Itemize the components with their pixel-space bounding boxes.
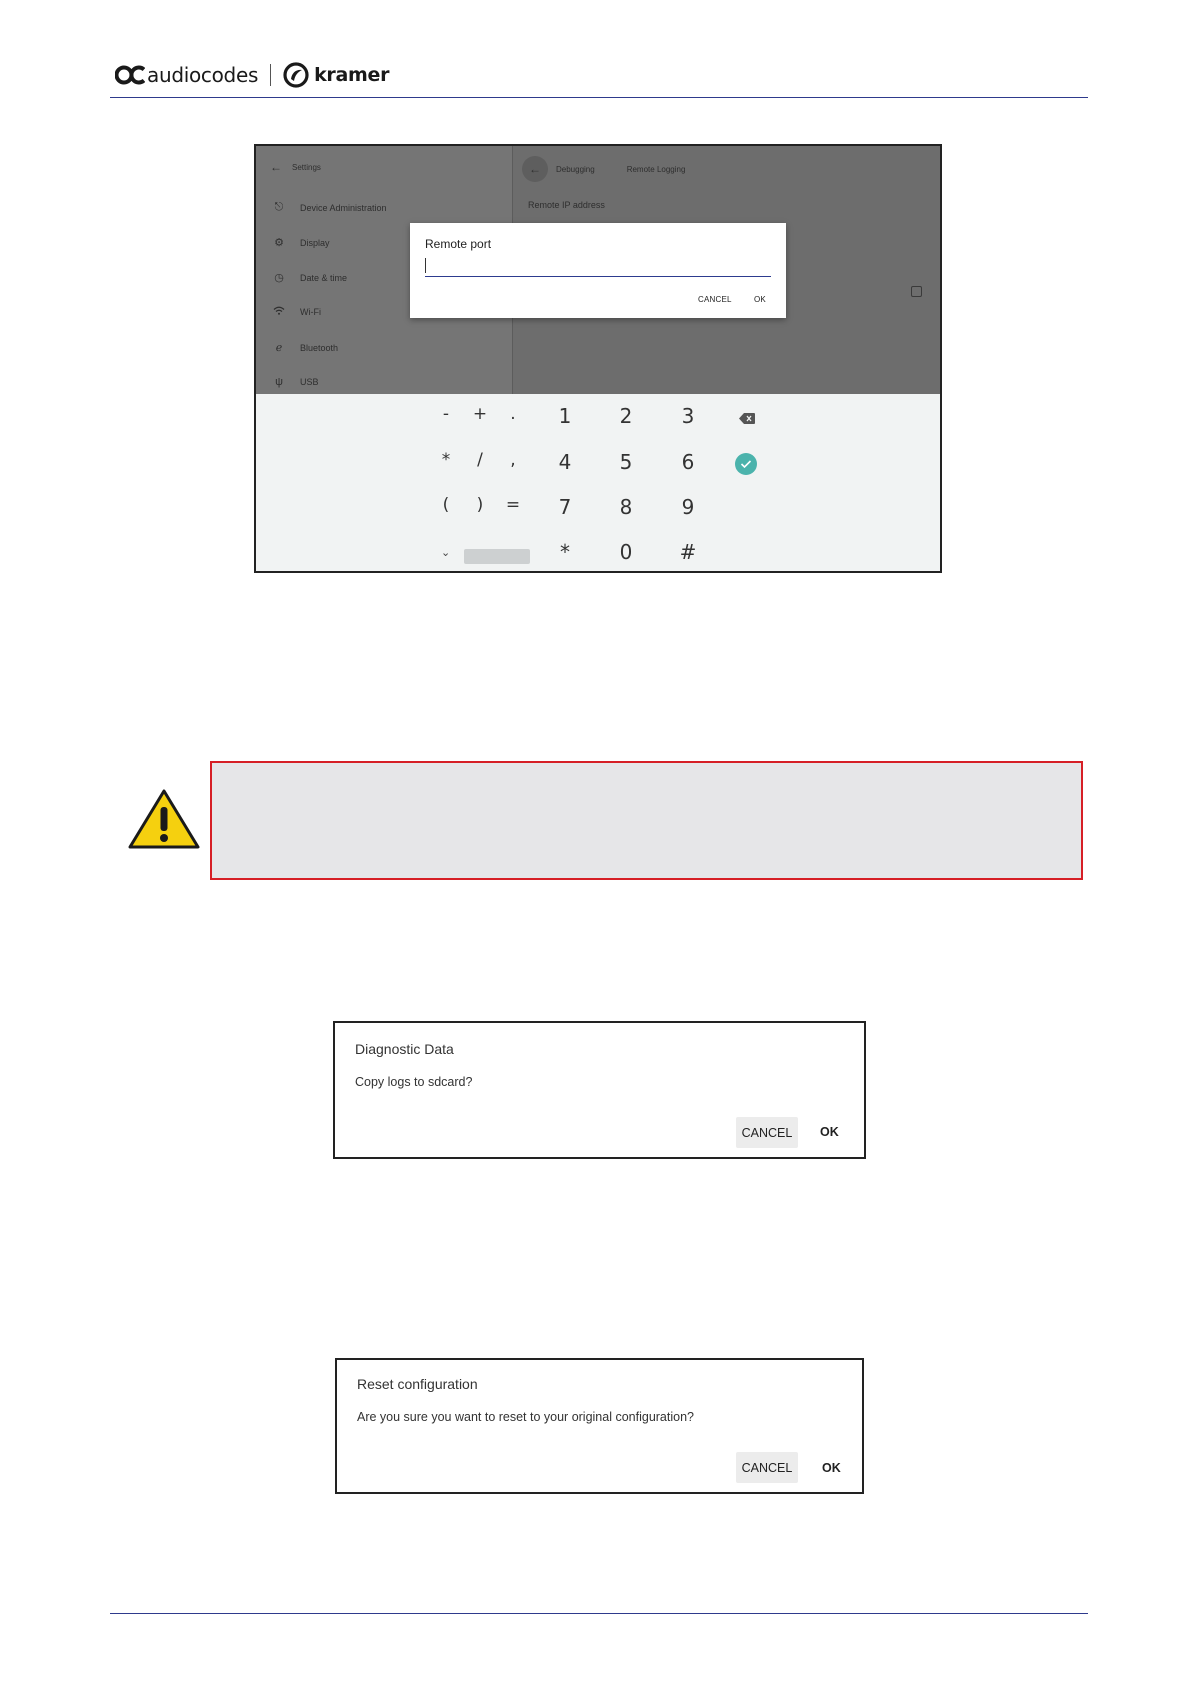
header-logos [115, 58, 389, 92]
key-minus[interactable]: - [442, 404, 450, 424]
key-close-paren[interactable]: ) [476, 495, 484, 515]
space-key[interactable] [464, 549, 530, 564]
checkbox-icon[interactable] [911, 286, 922, 297]
sidebar-item-bluetooth[interactable]: ℯ Bluetooth [270, 341, 338, 354]
remote-port-input[interactable] [425, 276, 771, 277]
back-button-icon[interactable]: ← [522, 156, 548, 182]
remote-port-screenshot [254, 144, 942, 573]
warning-icon [128, 788, 200, 850]
kramer-wordmark: kramer [314, 64, 390, 86]
cancel-button[interactable]: CANCEL [736, 1117, 798, 1148]
warning-box [210, 761, 1083, 880]
key-0[interactable]: 0 [619, 540, 633, 564]
key-8[interactable]: 8 [619, 495, 633, 519]
sidebar-item-display[interactable]: ⚙ Display [270, 236, 330, 249]
key-2[interactable]: 2 [619, 404, 633, 428]
dialog-message: Are you sure you want to reset to your original configuration? [357, 1410, 694, 1424]
cancel-button[interactable]: CANCEL [698, 295, 732, 304]
settings-title[interactable]: ← Settings [270, 160, 321, 174]
reset-configuration-dialog [335, 1358, 864, 1494]
lock-icon: ⎋ [274, 201, 284, 213]
dialog-title: Remote port [425, 237, 492, 251]
settings-background [256, 146, 940, 394]
clock-icon: ◷ [274, 272, 284, 284]
key-1[interactable]: 1 [558, 404, 572, 428]
ok-button[interactable]: OK [822, 1461, 841, 1475]
cancel-button[interactable]: CANCEL [736, 1452, 798, 1483]
sidebar-item-usb[interactable]: ψ USB [270, 376, 319, 388]
footer-rule [110, 1613, 1088, 1614]
logo-separator [270, 64, 271, 86]
key-period[interactable]: . [510, 404, 516, 424]
dialog-message: Copy logs to sdcard? [355, 1075, 473, 1089]
dialog-title: Diagnostic Data [355, 1041, 454, 1057]
key-plus[interactable]: + [472, 404, 488, 424]
dialog-title: Reset configuration [357, 1376, 478, 1392]
display-settings-icon: ⚙ [274, 237, 284, 249]
diagnostic-data-dialog [333, 1021, 866, 1159]
bluetooth-icon: ℯ [275, 342, 283, 354]
key-equals[interactable]: = [505, 495, 521, 515]
backspace-icon[interactable] [739, 413, 755, 424]
remote-port-dialog [410, 223, 786, 318]
key-7[interactable]: 7 [558, 495, 572, 519]
sidebar-item-device-administration[interactable]: ⎋ Device Administration [270, 201, 387, 214]
ok-button[interactable]: OK [820, 1125, 839, 1139]
ok-button[interactable]: OK [754, 295, 766, 304]
key-open-paren[interactable]: ( [442, 495, 450, 515]
breadcrumb-remote-logging: Remote Logging [626, 164, 686, 174]
key-5[interactable]: 5 [619, 450, 633, 474]
audiocodes-logo-icon [115, 63, 145, 87]
wifi-icon [270, 306, 288, 318]
back-arrow-icon[interactable]: ← [270, 160, 282, 174]
key-9[interactable]: 9 [681, 495, 695, 519]
header-rule [110, 97, 1088, 98]
collapse-keyboard-icon[interactable]: ⌄ [441, 547, 451, 559]
key-comma[interactable]: , [510, 450, 516, 470]
audiocodes-wordmark: audiocodes [147, 63, 259, 87]
breadcrumb [522, 156, 685, 182]
sidebar-item-wifi[interactable]: Wi-Fi [270, 306, 321, 318]
kramer-logo-icon [283, 62, 309, 88]
text-cursor [425, 258, 426, 273]
sidebar-item-date-time[interactable]: ◷ Date & time [270, 271, 347, 284]
key-3[interactable]: 3 [681, 404, 695, 428]
key-star[interactable]: * [560, 540, 570, 564]
remote-ip-label[interactable]: Remote IP address [528, 200, 605, 210]
key-hash[interactable]: # [679, 540, 697, 564]
breadcrumb-debugging[interactable]: Debugging [556, 164, 595, 174]
key-asterisk[interactable]: * [441, 450, 451, 470]
enter-check-icon[interactable] [735, 453, 757, 475]
key-4[interactable]: 4 [558, 450, 572, 474]
key-6[interactable]: 6 [681, 450, 695, 474]
key-slash[interactable]: / [477, 450, 483, 470]
usb-icon: ψ [275, 376, 283, 388]
numeric-keyboard [256, 394, 940, 571]
